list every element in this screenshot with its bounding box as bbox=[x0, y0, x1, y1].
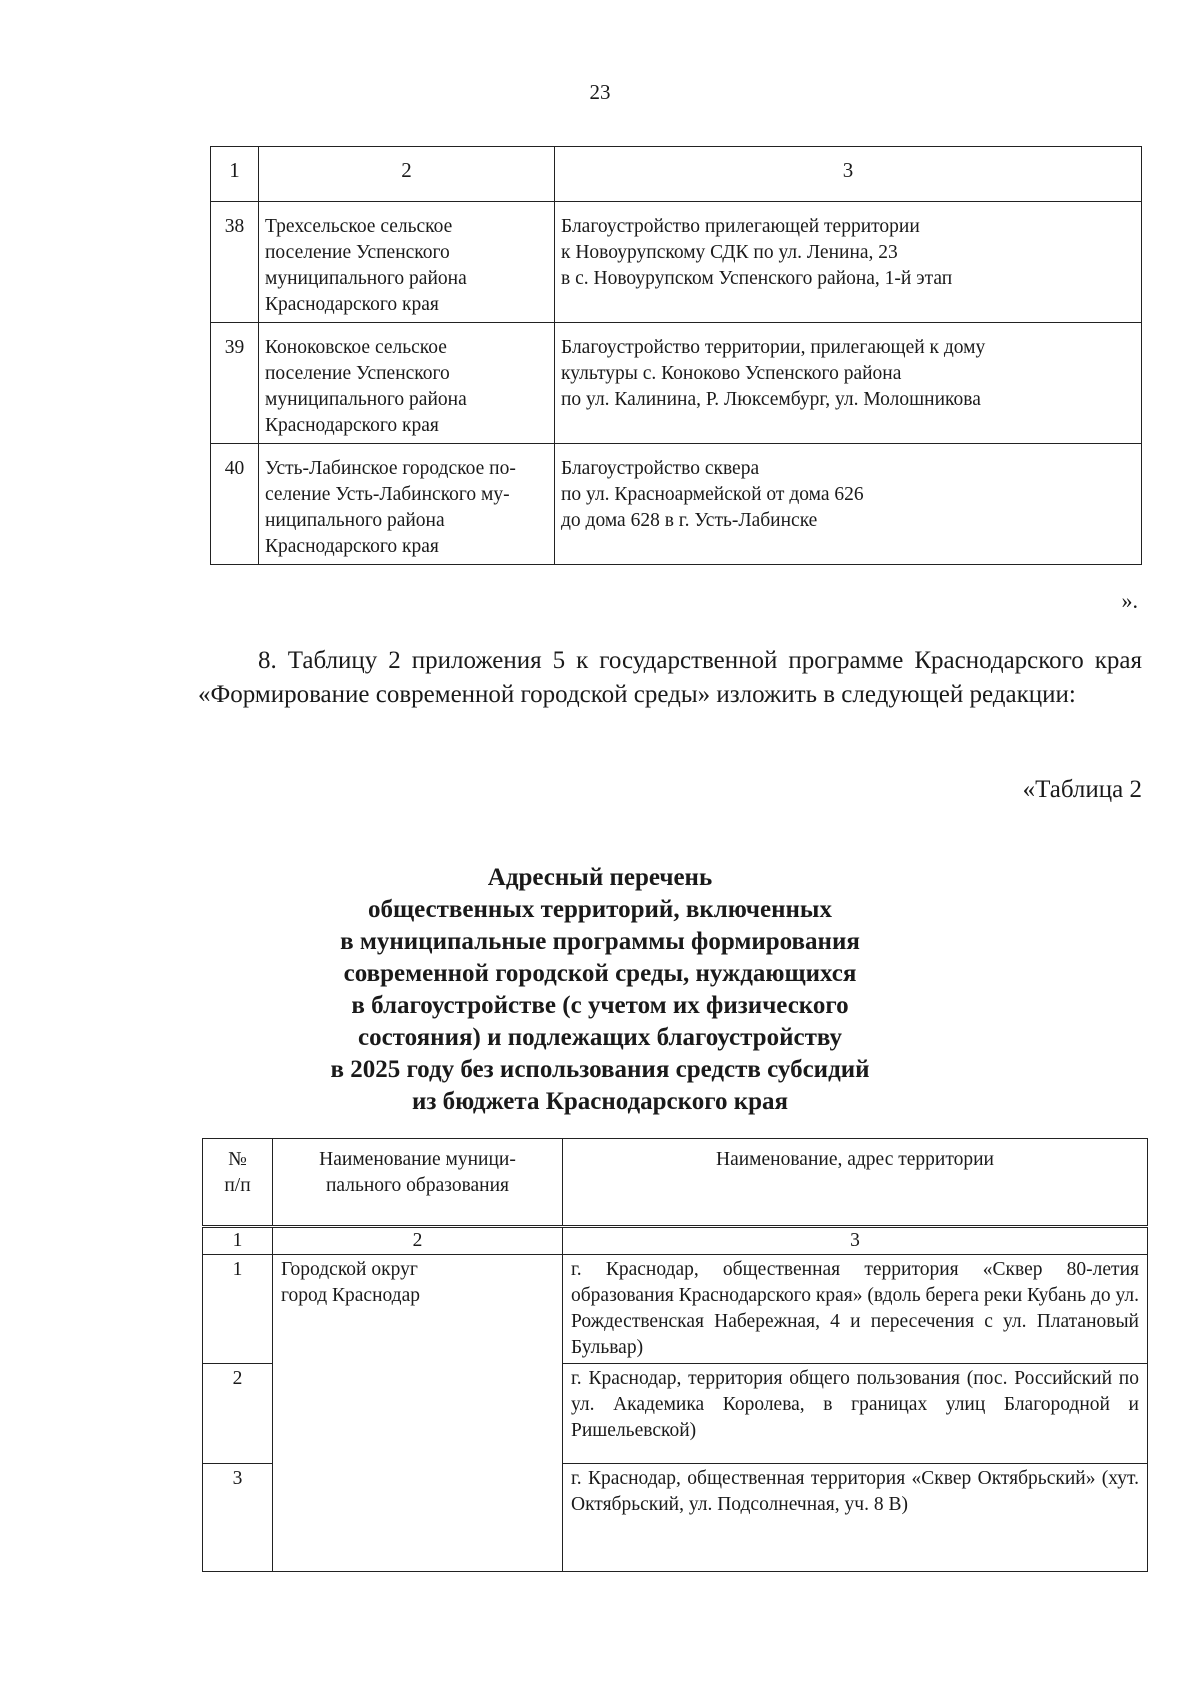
territory-cell bbox=[555, 202, 1142, 323]
cell-line: по ул. Красноармейской от дома 626 bbox=[561, 484, 864, 505]
amendment-paragraph: 8. Таблицу 2 приложения 5 к государственной программе Краснодарского края «Формирование современной городской среды» изложить в следующей редакции: bbox=[198, 647, 1142, 708]
title-line: из бюджета Краснодарского края bbox=[411, 1088, 789, 1115]
title-line: общественных территорий, включенных bbox=[368, 896, 832, 923]
municipality-cell bbox=[259, 202, 555, 323]
cell-line: Городской округ bbox=[281, 1259, 418, 1280]
cell-line: муниципального района bbox=[265, 268, 467, 289]
territory-cell bbox=[555, 444, 1142, 565]
cell-line: Усть-Лабинское городское по- bbox=[265, 458, 516, 479]
row-number: 1 bbox=[203, 1255, 273, 1364]
col-number-2: 2 bbox=[273, 1227, 563, 1255]
row-number: 3 bbox=[203, 1464, 273, 1572]
cell-line: Краснодарского края bbox=[265, 294, 439, 315]
cell-line: по ул. Калинина, Р. Люксембург, ул. Молошникова bbox=[561, 389, 981, 410]
cell-line: культуры с. Коноково Успенского района bbox=[561, 363, 902, 384]
cell-line: до дома 628 в г. Усть-Лабинске bbox=[561, 510, 818, 531]
cell-line: Трехсельское сельское bbox=[265, 216, 453, 237]
header-line: Наименование муници- bbox=[319, 1149, 516, 1170]
territory-cell bbox=[555, 323, 1142, 444]
row-number: 38 bbox=[211, 202, 259, 323]
row-number: 40 bbox=[211, 444, 259, 565]
cell-line: селение Усть-Лабинского му- bbox=[265, 484, 510, 505]
territory-header: Наименование, адрес территории bbox=[563, 1139, 1148, 1227]
municipality-cell bbox=[273, 1255, 563, 1572]
table-header-row bbox=[203, 1139, 1148, 1227]
table-header-row bbox=[211, 147, 1142, 202]
table-row bbox=[203, 1255, 1148, 1364]
cell-line: поселение Успенского bbox=[265, 363, 450, 384]
header-line: пального образования bbox=[325, 1175, 510, 1196]
closing-quote: ». bbox=[1121, 588, 1138, 613]
num-header bbox=[203, 1139, 273, 1227]
header-line: п/п bbox=[224, 1175, 251, 1196]
column-number-row bbox=[203, 1227, 1148, 1255]
page-number: 23 bbox=[589, 80, 611, 104]
col-header-1: 1 bbox=[211, 147, 259, 202]
table-row bbox=[211, 323, 1142, 444]
cell-line: в с. Новоурупском Успенского района, 1-й этап bbox=[561, 268, 953, 289]
col-header-3: 3 bbox=[555, 147, 1142, 202]
title-line: в муниципальные программы формирования bbox=[340, 928, 860, 955]
cell-line: город Краснодар bbox=[281, 1285, 421, 1306]
row-number: 2 bbox=[203, 1364, 273, 1464]
section-title bbox=[0, 862, 1200, 1118]
cell-line: Благоустройство территории, прилегающей к дому bbox=[561, 337, 986, 358]
cell-line: ниципального района bbox=[265, 510, 445, 531]
col-header-2: 2 bbox=[259, 147, 555, 202]
title-line: в благоустройстве (с учетом их физического bbox=[351, 992, 849, 1019]
title-line: в 2025 году без использования средств субсидий bbox=[330, 1056, 870, 1083]
cell-line: к Новоурупскому СДК по ул. Ленина, 23 bbox=[561, 242, 898, 263]
title-line: Адресный перечень bbox=[487, 864, 713, 891]
row-number: 39 bbox=[211, 323, 259, 444]
title-line: современной городской среды, нуждающихся bbox=[343, 960, 857, 987]
col-number-3: 3 bbox=[563, 1227, 1148, 1255]
territory-cell: г. Краснодар, территория общего пользования (пос. Российский по ул. Академика Королева, в границах улиц Благородной и Ришельевской) bbox=[563, 1364, 1148, 1464]
continued-table bbox=[210, 146, 1142, 565]
cell-line: Благоустройство прилегающей территории bbox=[561, 216, 920, 237]
header-line: № bbox=[228, 1149, 247, 1170]
cell-line: Краснодарского края bbox=[265, 536, 439, 557]
cell-line: Благоустройство сквера bbox=[561, 458, 760, 479]
territory-cell: г. Краснодар, общественная территория «Сквер 80-летия образования Краснодарского края» (вдоль берега реки Кубань до ул. Рождественская Набережная, 4 и пересечения с ул. Платановый Бульвар) bbox=[563, 1255, 1148, 1364]
municipality-header bbox=[273, 1139, 563, 1227]
cell-line: муниципального района bbox=[265, 389, 467, 410]
table-row bbox=[211, 444, 1142, 565]
municipality-cell bbox=[259, 444, 555, 565]
cell-line: поселение Успенского bbox=[265, 242, 450, 263]
municipality-cell bbox=[259, 323, 555, 444]
territory-cell: г. Краснодар, общественная территория «Сквер Октябрьский» (хут. Октябрьский, ул. Подсолнечная, уч. 8 В) bbox=[563, 1464, 1148, 1572]
table-row bbox=[211, 202, 1142, 323]
col-number-1: 1 bbox=[203, 1227, 273, 1255]
address-list-table bbox=[202, 1138, 1148, 1572]
table-caption: «Таблица 2 bbox=[1022, 776, 1142, 803]
cell-line: Коноковское сельское bbox=[265, 337, 447, 358]
title-line: состояния) и подлежащих благоустройству bbox=[357, 1024, 843, 1051]
cell-line: Краснодарского края bbox=[265, 415, 439, 436]
